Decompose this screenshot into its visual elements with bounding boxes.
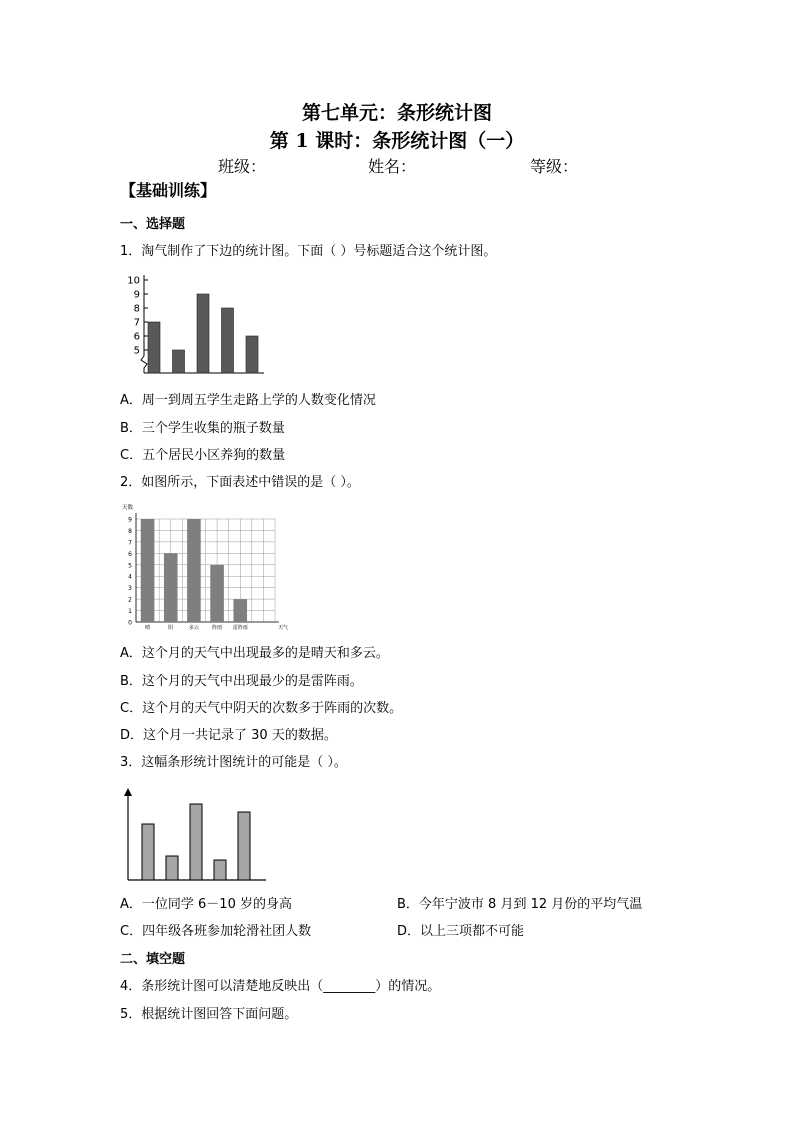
grade-label: 等级： bbox=[530, 157, 579, 176]
chart-3 bbox=[118, 782, 273, 884]
question-2-option-d[interactable]: D．这个月一共记录了 30 天的数据。 bbox=[120, 728, 337, 743]
chart-1-y-tick-label: 6 bbox=[133, 331, 140, 343]
chart-3-bar bbox=[214, 860, 226, 880]
chart-2-bar bbox=[164, 553, 178, 622]
question-5-text: 5．根据统计图回答下面问题。 bbox=[120, 1007, 298, 1022]
chart-2-bar bbox=[210, 565, 224, 622]
page-title: 第七单元：条形统计图 bbox=[301, 102, 492, 124]
chart-3-bar bbox=[142, 824, 154, 880]
chart-3-bar bbox=[190, 804, 202, 880]
chart-2-y-tick-label: 9 bbox=[128, 516, 132, 524]
chart-3-bar bbox=[166, 856, 178, 880]
chart-2-x-tick-label: 阴 bbox=[168, 625, 174, 631]
chart-1-y-tick-label: 5 bbox=[133, 345, 140, 357]
chart-1-y-tick-label: 10 bbox=[127, 275, 140, 287]
chart-2-x-tick-label: 晴 bbox=[145, 625, 151, 631]
question-1-option-a[interactable]: A．周一到周五学生走路上学的人数变化情况 bbox=[120, 393, 376, 408]
chart-1 bbox=[118, 270, 268, 378]
part-heading-fill: 二、填空题 bbox=[120, 952, 186, 967]
chart-2-y-tick-label: 4 bbox=[128, 573, 132, 581]
chart-2-y-axis-label: 天数 bbox=[122, 505, 134, 511]
question-3-option-a[interactable]: A．一位同学 6－10 岁的身高 bbox=[120, 897, 292, 912]
chart-2 bbox=[118, 498, 298, 632]
chart-2-y-tick-label: 8 bbox=[128, 527, 132, 535]
question-3-option-b[interactable]: B．今年宁波市 8 月到 12 月份的平均气温 bbox=[397, 897, 643, 912]
chart-3-bar bbox=[238, 812, 250, 880]
question-2-text: 2．如图所示，下面表述中错误的是（ ）。 bbox=[120, 475, 360, 490]
chart-2-bar bbox=[141, 519, 155, 622]
question-1-text: 1．淘气制作了下边的统计图。下面（ ）号标题适合这个统计图。 bbox=[120, 244, 497, 259]
chart-2-y-tick-label: 5 bbox=[128, 562, 132, 570]
chart-1-bar bbox=[197, 294, 209, 373]
chart-1-bar bbox=[222, 308, 234, 373]
section-heading-basic: 【基础训练】 bbox=[120, 181, 217, 200]
chart-2-bar bbox=[233, 599, 247, 622]
class-label: 班级： bbox=[218, 157, 267, 176]
chart-1-bar bbox=[148, 322, 160, 373]
chart-2-x-tick-label: 阵雨 bbox=[212, 625, 223, 631]
question-3-option-d[interactable]: D．以上三项都不可能 bbox=[397, 924, 525, 939]
chart-1-bar bbox=[173, 350, 185, 373]
name-label: 姓名： bbox=[368, 157, 417, 176]
question-1-option-b[interactable]: B．三个学生收集的瓶子数量 bbox=[120, 421, 285, 436]
chart-1-y-tick-label: 8 bbox=[133, 303, 140, 315]
chart-2-y-tick-label: 7 bbox=[128, 539, 132, 547]
chart-2-y-tick-label: 2 bbox=[128, 596, 132, 604]
chart-2-x-axis-label: 天气 bbox=[277, 625, 289, 631]
chart-2-y-tick-label: 1 bbox=[128, 608, 132, 616]
question-2-option-b[interactable]: B．这个月的天气中出现最少的是雷阵雨。 bbox=[120, 674, 363, 689]
lesson-subtitle: 第 1 课时：条形统计图（一） bbox=[269, 130, 525, 152]
chart-3-y-axis-arrow-icon bbox=[124, 788, 132, 796]
question-2-option-a[interactable]: A．这个月的天气中出现最多的是晴天和多云。 bbox=[120, 646, 389, 661]
chart-1-y-tick-label: 9 bbox=[133, 289, 140, 301]
chart-2-bar bbox=[187, 519, 201, 622]
question-2-option-c[interactable]: C．这个月的天气中阴天的次数多于阵雨的次数。 bbox=[120, 701, 403, 716]
chart-2-y-tick-label: 3 bbox=[128, 585, 132, 593]
chart-1-axis-break bbox=[141, 356, 147, 373]
chart-1-y-tick-label: 7 bbox=[133, 317, 140, 329]
question-4-text: 4．条形统计图可以清楚地反映出（________）的情况。 bbox=[120, 979, 441, 994]
chart-2-y-tick-label: 0 bbox=[128, 619, 132, 627]
part-heading-choice: 一、选择题 bbox=[120, 217, 186, 232]
chart-2-y-tick-label: 6 bbox=[128, 550, 132, 558]
question-1-option-c[interactable]: C．五个居民小区养狗的数量 bbox=[120, 448, 286, 463]
chart-1-bar bbox=[246, 336, 258, 373]
chart-2-x-tick-label: 多云 bbox=[188, 625, 199, 631]
chart-2-x-tick-label: 雷阵雨 bbox=[232, 625, 248, 631]
question-3-option-c[interactable]: C．四年级各班参加轮滑社团人数 bbox=[120, 924, 312, 939]
question-3-text: 3．这幅条形统计图统计的可能是（ ）。 bbox=[120, 755, 347, 770]
